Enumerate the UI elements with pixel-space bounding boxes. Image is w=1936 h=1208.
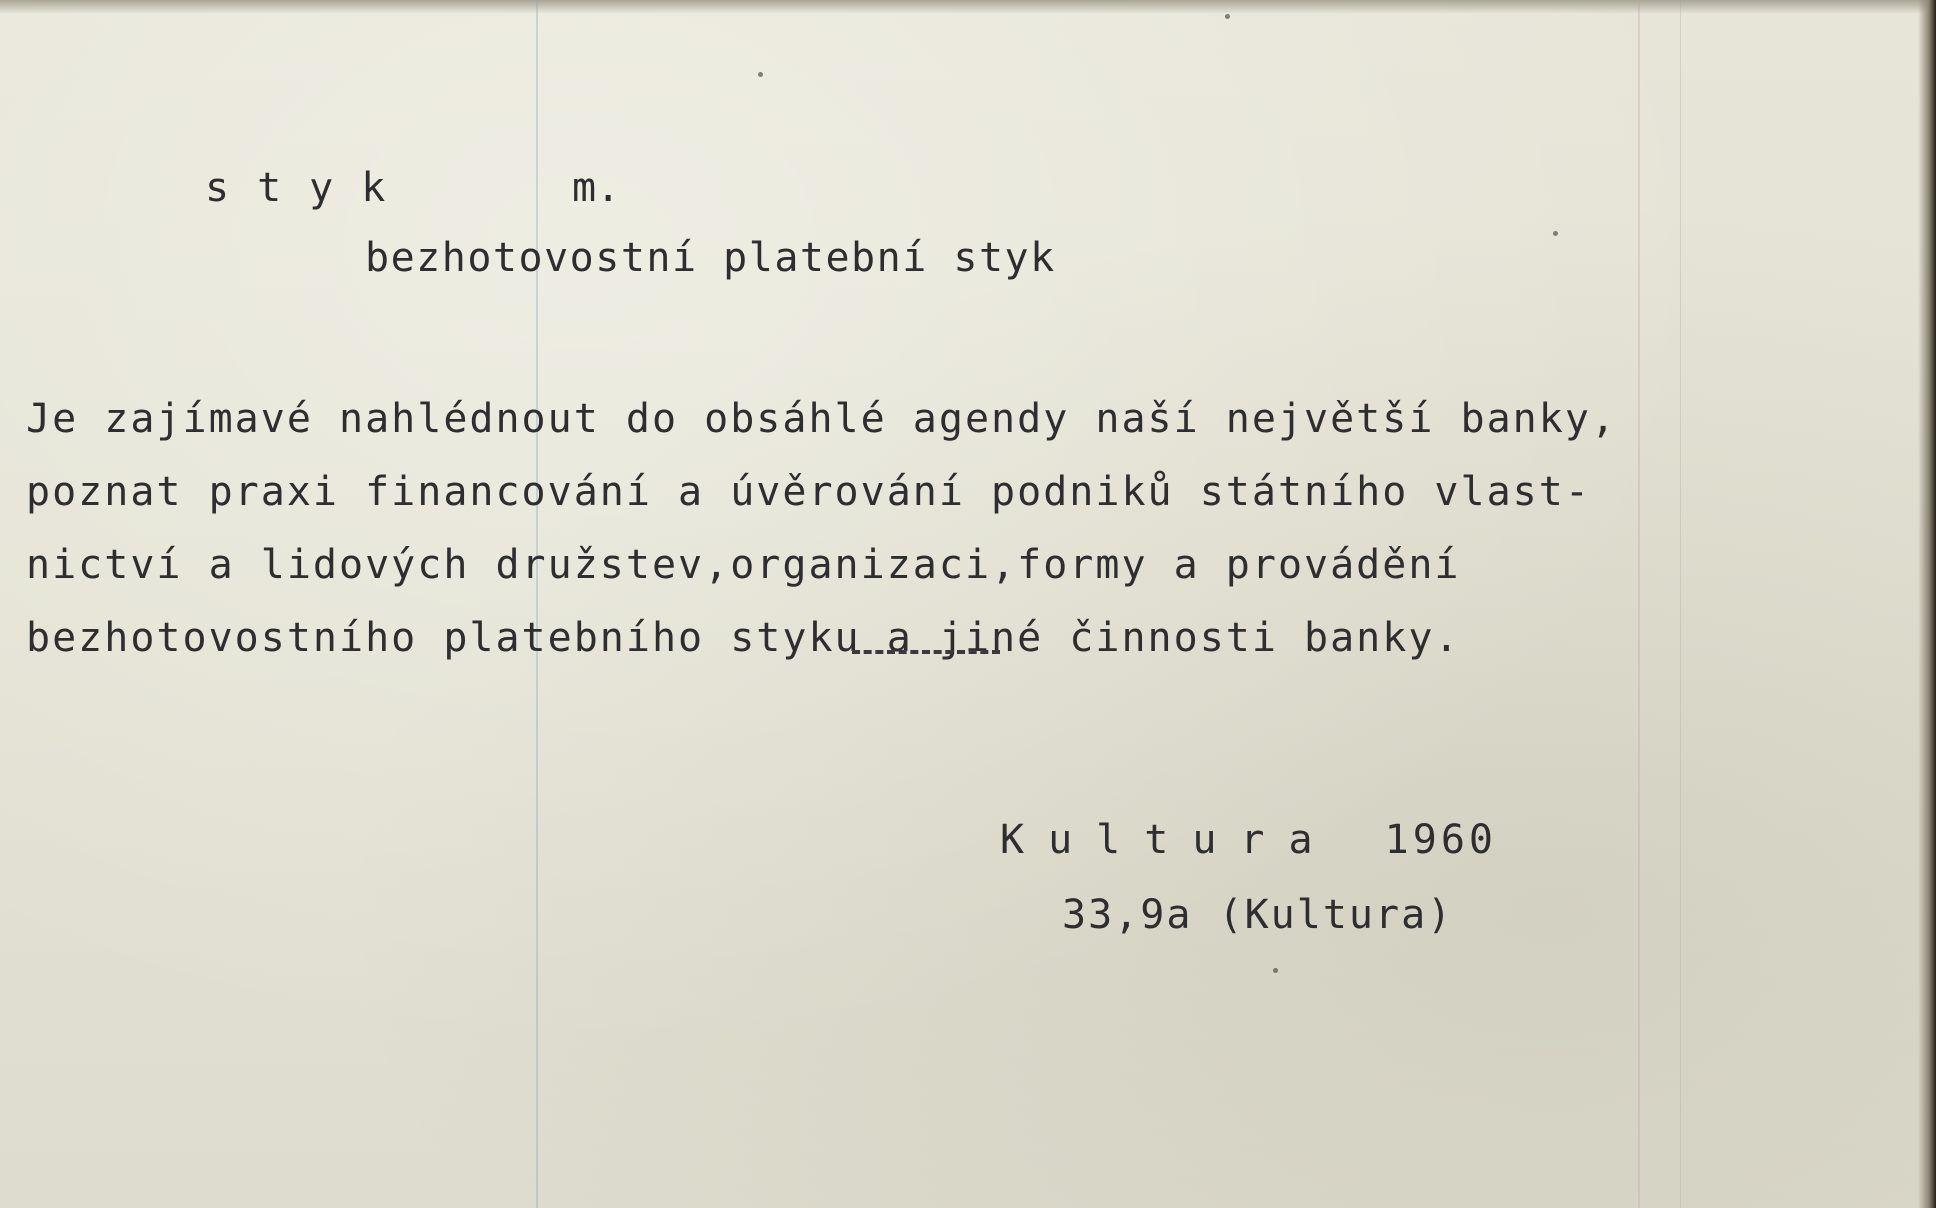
margin-rule xyxy=(1638,0,1640,1208)
headword-underline xyxy=(852,650,1000,654)
citation-line: poznat praxi financování a úvěrování podniků státního vlast- xyxy=(26,469,1591,515)
paper-speck xyxy=(1553,231,1558,236)
source-year: 1960 xyxy=(1384,817,1497,863)
source-name: Kultura xyxy=(1000,817,1337,863)
citation-line: nictví a lidových družstev,organizaci,formy a provádění xyxy=(26,542,1461,588)
grammatical-gender: m. xyxy=(572,165,621,211)
card-right-edge xyxy=(1918,0,1936,1208)
collocation-phrase: bezhotovostní platební styk xyxy=(365,235,1056,281)
paper-speck xyxy=(758,72,763,77)
paper-speck xyxy=(1273,968,1278,973)
citation-text xyxy=(26,383,1617,675)
margin-rule xyxy=(1680,0,1681,1208)
citation-line: bezhotovostního platebního styku a jiné činnosti banky. xyxy=(26,615,1461,661)
citation-line: Je zajímavé nahlédnout do obsáhlé agendy naší největší banky, xyxy=(26,396,1618,442)
paper-speck xyxy=(1225,14,1230,19)
headword: styk xyxy=(205,165,414,211)
card-top-edge xyxy=(0,0,1936,14)
source-reference: 33,9a (Kultura) xyxy=(1062,892,1454,938)
source-line xyxy=(1000,817,1497,863)
